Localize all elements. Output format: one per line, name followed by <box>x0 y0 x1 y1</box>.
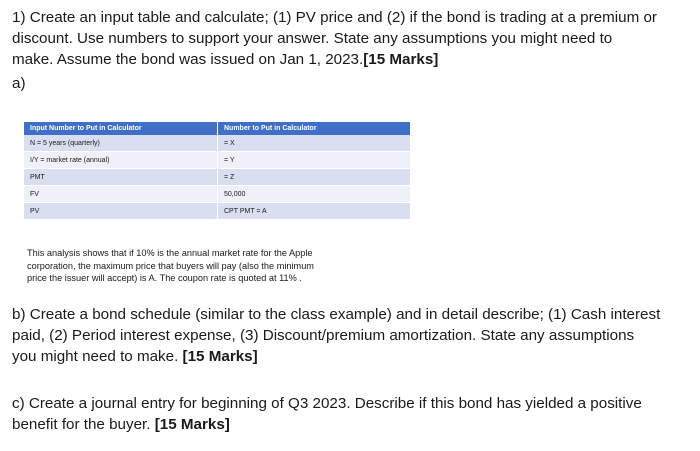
table-cell-input: N = 5 years (quarterly) <box>24 135 218 152</box>
question-1-line-2: discount. Use numbers to support your answer. State any assumptions you might need to <box>12 30 613 47</box>
question-1-line-3-text: make. Assume the bond was issued on Jan 1, 2023. <box>12 51 364 68</box>
question-b-line-3 <box>12 346 700 367</box>
analysis-note <box>27 247 447 285</box>
table-cell-number: = X <box>218 135 411 152</box>
table-cell-number: = Z <box>218 169 411 186</box>
question-1-marks: [15 Marks] <box>363 51 439 68</box>
table-cell-input: PV <box>24 203 218 220</box>
question-b-line-1: b) Create a bond schedule (similar to the class example) and in detail describe; (1) Cash interest <box>12 306 661 323</box>
table-row <box>24 203 410 220</box>
table-cell-number: 50,000 <box>218 186 411 203</box>
question-b-line-2: paid, (2) Period interest expense, (3) Discount/premium amortization. State any assumptions <box>12 327 635 344</box>
analysis-note-line-1: This analysis shows that if 10% is the annual market rate for the Apple <box>27 248 313 258</box>
table-header-input: Input Number to Put in Calculator <box>24 122 218 135</box>
question-b-marks: [15 Marks] <box>182 348 258 365</box>
question-b <box>12 304 700 367</box>
question-1-line-3 <box>12 49 700 70</box>
table-row <box>24 169 410 186</box>
question-c-marks: [15 Marks] <box>154 416 230 433</box>
question-b-line-3-text: you might need to make. <box>12 348 183 365</box>
question-1 <box>12 7 700 70</box>
analysis-note-line-3: price the issuer will accept) is A. The coupon rate is quoted at 11% . <box>27 273 302 283</box>
table-cell-input: FV <box>24 186 218 203</box>
question-1-line-1: 1) Create an input table and calculate; (1) PV price and (2) if the bond is trading at a premium or <box>12 9 657 26</box>
question-c <box>12 393 700 435</box>
analysis-note-line-2: corporation, the maximum price that buyers will pay (also the minimum <box>27 260 314 271</box>
question-c-line-1: c) Create a journal entry for beginning of Q3 2023. Describe if this bond has yielded a positive <box>12 395 642 412</box>
question-c-line-2 <box>12 414 700 435</box>
table-cell-number: CPT PMT = A <box>218 203 411 220</box>
table-cell-input: PMT <box>24 169 218 186</box>
part-a-label: a) <box>12 75 26 92</box>
table-cell-input: I/Y = market rate (annual) <box>24 152 218 169</box>
table-header-number: Number to Put in Calculator <box>218 122 411 135</box>
table-row <box>24 135 410 152</box>
table-row <box>24 186 410 203</box>
table-cell-number: = Y <box>218 152 411 169</box>
table-header-row <box>24 122 410 135</box>
table-row <box>24 152 410 169</box>
calculator-input-table <box>24 122 410 220</box>
question-c-line-2-text: benefit for the buyer. <box>12 416 155 433</box>
